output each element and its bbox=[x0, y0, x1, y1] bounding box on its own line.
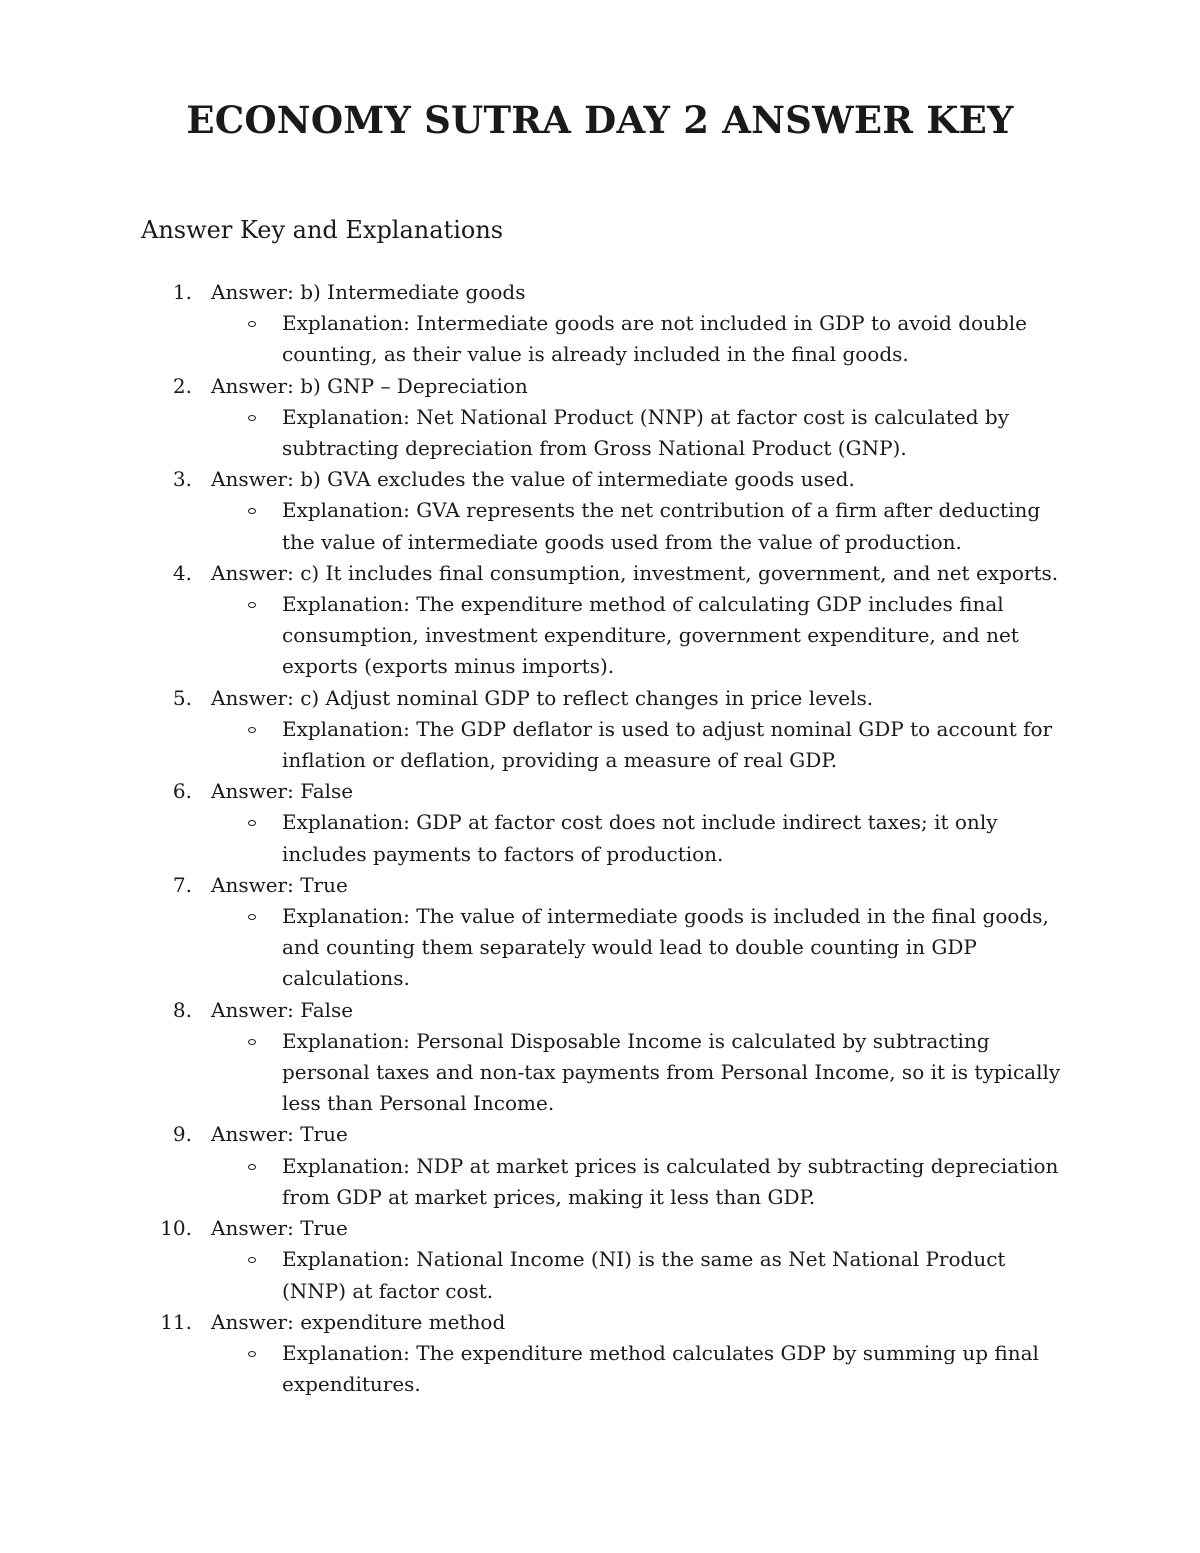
explanation-content: Explanation: GVA represents the net contribution of a firm after deducting the value of intermediate goods used from the value of production. bbox=[282, 498, 1041, 554]
explanation-content: Explanation: Intermediate goods are not included in GDP to avoid double counting, as their value is already included in the final goods. bbox=[282, 311, 1027, 367]
circle-bullet-icon bbox=[248, 820, 256, 826]
answer-text: Answer: True bbox=[211, 872, 348, 897]
answer-text: Answer: expenditure method bbox=[211, 1309, 506, 1334]
answer-item-9 bbox=[0, 1119, 1200, 1213]
answer-text: Answer: b) GNP – Depreciation bbox=[211, 373, 528, 398]
page-title: ECONOMY SUTRA DAY 2 ANSWER KEY bbox=[186, 98, 1014, 142]
explanation-content: Explanation: The value of intermediate goods is included in the final goods, and counting them separately would lead to double counting in GDP calculations. bbox=[282, 904, 1049, 991]
item-number: 1. bbox=[172, 280, 192, 304]
circle-bullet-icon bbox=[248, 1164, 256, 1170]
item-number: 4. bbox=[172, 560, 192, 585]
answer-item-1 bbox=[0, 277, 1200, 371]
item-number: 3. bbox=[172, 467, 192, 492]
explanation-text bbox=[282, 807, 1072, 869]
answer-text: Answer: b) Intermediate goods bbox=[211, 280, 526, 304]
answer-text: Answer: True bbox=[211, 1216, 348, 1241]
explanation-text bbox=[282, 901, 1072, 995]
item-number: 8. bbox=[172, 997, 192, 1022]
answer-item-4 bbox=[0, 558, 1200, 683]
answer-item-8 bbox=[0, 995, 1200, 1120]
section-heading: Answer Key and Explanations bbox=[141, 216, 504, 244]
explanation-content: Explanation: National Income (NI) is the same as Net National Product (NNP) at factor cost. bbox=[282, 1247, 1006, 1303]
answer-item-10 bbox=[0, 1213, 1200, 1307]
answer-text: Answer: False bbox=[211, 779, 354, 804]
circle-bullet-icon bbox=[248, 508, 256, 514]
answer-item-7 bbox=[0, 870, 1200, 995]
circle-bullet-icon bbox=[248, 602, 256, 608]
circle-bullet-icon bbox=[248, 727, 256, 733]
circle-bullet-icon bbox=[248, 321, 256, 327]
explanation-content: Explanation: The expenditure method calculates GDP by summing up final expenditures. bbox=[282, 1340, 1039, 1397]
explanation-text bbox=[282, 1151, 1072, 1213]
answer-text: Answer: True bbox=[211, 1122, 348, 1147]
circle-bullet-icon bbox=[248, 1257, 256, 1263]
circle-bullet-icon bbox=[248, 1039, 256, 1045]
answer-item-3 bbox=[0, 464, 1200, 558]
item-number: 11. bbox=[160, 1309, 192, 1334]
explanation-content: Explanation: The GDP deflator is used to adjust nominal GDP to account for inflation or deflation, providing a measure of real GDP. bbox=[282, 716, 1053, 773]
circle-bullet-icon bbox=[248, 1351, 256, 1357]
answer-item-6 bbox=[0, 776, 1200, 870]
answer-text: Answer: c) It includes final consumption, investment, government, and net exports. bbox=[211, 560, 1059, 585]
explanation-text bbox=[282, 714, 1072, 776]
explanation-content: Explanation: Net National Product (NNP) at factor cost is calculated by subtracting depreciation from Gross National Product (GNP). bbox=[282, 404, 1010, 461]
answer-item-5 bbox=[0, 683, 1200, 777]
answer-item-2 bbox=[0, 371, 1200, 465]
item-number: 5. bbox=[172, 685, 192, 710]
explanation-text bbox=[282, 495, 1072, 557]
explanation-content: Explanation: GDP at factor cost does not include indirect taxes; it only includes payments to factors of production. bbox=[282, 810, 998, 866]
explanation-text bbox=[282, 308, 1072, 370]
answer-list bbox=[0, 277, 1200, 1400]
explanation-content: Explanation: The expenditure method of calculating GDP includes final consumption, investment expenditure, government expenditure, and net exports (exports minus imports). bbox=[282, 592, 1019, 679]
explanation-text bbox=[282, 1244, 1072, 1306]
answer-text: Answer: False bbox=[211, 997, 354, 1022]
explanation-content: Explanation: Personal Disposable Income is calculated by subtracting personal taxes and non-tax payments from Personal Income, so it is typically less than Personal Income. bbox=[282, 1028, 1061, 1116]
explanation-text bbox=[282, 589, 1072, 683]
explanation-text bbox=[282, 1026, 1072, 1120]
explanation-text bbox=[282, 402, 1072, 464]
circle-bullet-icon bbox=[248, 415, 256, 421]
item-number: 6. bbox=[172, 779, 192, 804]
explanation-text bbox=[282, 1338, 1072, 1400]
item-number: 2. bbox=[172, 373, 192, 398]
item-number: 10. bbox=[160, 1216, 192, 1241]
circle-bullet-icon bbox=[248, 914, 256, 920]
answer-text: Answer: c) Adjust nominal GDP to reflect changes in price levels. bbox=[211, 685, 874, 710]
item-number: 9. bbox=[172, 1122, 192, 1147]
answer-text: Answer: b) GVA excludes the value of intermediate goods used. bbox=[211, 467, 855, 492]
item-number: 7. bbox=[172, 872, 192, 897]
explanation-content: Explanation: NDP at market prices is calculated by subtracting depreciation from GDP at market prices, making it less than GDP. bbox=[282, 1153, 1059, 1209]
answer-item-11 bbox=[0, 1307, 1200, 1401]
